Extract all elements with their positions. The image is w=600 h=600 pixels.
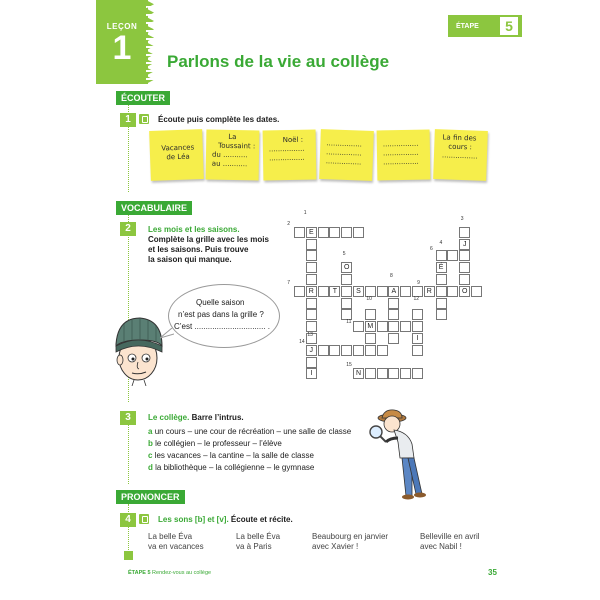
note-line: ................ <box>268 144 305 154</box>
crossword-number: 1 <box>303 210 307 217</box>
note-line: du ........... <box>211 150 248 160</box>
phrase: La belle Éva va en vacances <box>148 532 204 551</box>
audio-icon[interactable] <box>138 513 150 525</box>
sticky-note[interactable] <box>263 130 317 181</box>
crossword-cell[interactable] <box>471 286 482 297</box>
crossword-cell[interactable] <box>412 321 423 332</box>
guide-line <box>128 504 129 552</box>
bubble-line-1: Quelle saison <box>196 298 245 307</box>
note-line: ................ <box>268 153 305 163</box>
crossword-number: 15 <box>346 362 352 369</box>
crossword-cell[interactable] <box>341 298 352 309</box>
crossword-cell[interactable] <box>436 274 447 285</box>
crossword-cell[interactable] <box>306 321 317 332</box>
section-ecouter: ÉCOUTER <box>116 91 170 105</box>
crossword-cell[interactable] <box>306 250 317 261</box>
phrase: La belle Éva va à Paris <box>236 532 281 551</box>
note-line: de Léa <box>166 152 190 162</box>
crossword-cell[interactable] <box>341 274 352 285</box>
bubble-line-2: n’est pas dans la grille ? <box>178 310 264 319</box>
note-line: ................ <box>326 139 363 149</box>
crossword-cell[interactable]: O <box>459 286 470 297</box>
sticky-note <box>149 129 204 181</box>
phrase: Belleville en avril avec Nabil ! <box>420 532 480 551</box>
crossword-cell[interactable] <box>447 250 458 261</box>
lesson-number: 1 <box>112 29 132 67</box>
audio-icon[interactable] <box>138 113 150 125</box>
bubble-line-3: C’est ................................ . <box>174 322 271 331</box>
note-line: ................ <box>382 148 419 158</box>
crossword-cell[interactable] <box>365 333 376 344</box>
crossword-number: 14 <box>299 338 305 345</box>
crossword-cell[interactable] <box>459 274 470 285</box>
note-line: Toussaint : <box>218 141 256 151</box>
crossword-cell[interactable]: R <box>306 286 317 297</box>
crossword-cell[interactable] <box>353 321 364 332</box>
list-item[interactable]: a un cours – une cour de récréation – une salle de classe <box>148 427 352 436</box>
sticky-note[interactable] <box>319 129 374 181</box>
etape-badge <box>448 15 522 37</box>
guide-line <box>128 424 129 484</box>
crossword-cell[interactable] <box>377 321 388 332</box>
crossword-cell[interactable] <box>365 286 376 297</box>
crossword-cell[interactable]: J <box>306 345 317 356</box>
crossword-number: 10 <box>366 296 372 303</box>
crossword-cell[interactable] <box>388 333 399 344</box>
crossword-cell[interactable] <box>388 298 399 309</box>
crossword-cell[interactable] <box>341 227 352 238</box>
crossword-number: 11 <box>346 318 352 325</box>
crossword-cell[interactable] <box>377 368 388 379</box>
crossword-cell[interactable] <box>365 345 376 356</box>
exercise-4-title: Les sons [b] et [v]. <box>158 515 229 524</box>
crossword-cell[interactable] <box>365 368 376 379</box>
list-item[interactable]: c les vacances – la cantine – la salle de classe <box>148 451 314 460</box>
footer-square <box>124 551 133 560</box>
footer-subtitle: Rendez-vous au collège <box>152 570 212 576</box>
crossword-cell[interactable] <box>353 345 364 356</box>
list-item[interactable]: b le collégien – le professeur – l’élève <box>148 439 282 448</box>
crossword-cell[interactable]: N <box>353 368 364 379</box>
crossword-cell[interactable] <box>318 227 329 238</box>
sticky-note[interactable] <box>433 129 488 181</box>
sticky-note[interactable] <box>377 130 431 181</box>
crossword-cell[interactable] <box>341 286 352 297</box>
note-line: ................ <box>382 139 419 149</box>
footer-etape: ÉTAPE 5 <box>128 570 151 576</box>
crossword-number: 7 <box>287 279 291 286</box>
crossword-cell[interactable]: T <box>329 286 340 297</box>
exercise-4-number: 4 <box>120 513 136 527</box>
crossword-number: 8 <box>389 272 393 279</box>
note-line: Noël : <box>282 135 304 145</box>
sticky-note[interactable] <box>206 130 260 181</box>
crossword-number: 4 <box>439 239 443 246</box>
note-line: La <box>228 132 237 142</box>
crossword-cell[interactable] <box>412 345 423 356</box>
exercise-1-number: 1 <box>120 113 136 127</box>
exercise-1-instruction: Écoute puis complète les dates. <box>158 115 280 124</box>
crossword-cell[interactable]: A <box>388 286 399 297</box>
footer-label <box>128 570 211 576</box>
crossword-number: 13 <box>307 331 313 338</box>
crossword-cell[interactable] <box>447 286 458 297</box>
crossword-cell[interactable] <box>400 321 411 332</box>
crossword-cell[interactable]: I <box>412 333 423 344</box>
crossword-cell[interactable] <box>412 309 423 320</box>
crossword-cell[interactable] <box>436 298 447 309</box>
crossword-number: 9 <box>417 279 420 286</box>
crossword-cell[interactable]: É <box>436 262 447 273</box>
lesson-label: LEÇON <box>106 22 138 31</box>
exercise-4-instruction: Écoute et récite. <box>230 515 293 524</box>
exercise-2-instruction-1: Complète la grille avec les mois <box>148 235 269 244</box>
crossword-cell[interactable] <box>400 286 411 297</box>
crossword-cell[interactable] <box>306 262 317 273</box>
exercise-2-instruction-3: la saison qui manque. <box>148 255 232 264</box>
section-vocabulaire: VOCABULAIRE <box>116 201 192 215</box>
crossword-cell[interactable] <box>353 227 364 238</box>
crossword-cell[interactable] <box>306 274 317 285</box>
exercise-3-number: 3 <box>120 411 136 425</box>
crossword-cell[interactable] <box>306 357 317 368</box>
crossword-cell[interactable] <box>388 309 399 320</box>
crossword-number: 5 <box>342 251 346 258</box>
exercise-3-header <box>148 413 244 423</box>
crossword-cell[interactable] <box>341 345 352 356</box>
crossword-cell[interactable] <box>294 227 305 238</box>
note-line: ................ <box>325 157 362 167</box>
crossword-cell[interactable] <box>377 345 388 356</box>
crossword-cell[interactable] <box>306 239 317 250</box>
note-line: ................ <box>441 151 478 161</box>
crossword-number: 2 <box>287 220 291 227</box>
etape-label: ÉTAPE <box>456 23 479 30</box>
bubble-tail <box>160 328 174 340</box>
crossword-cell[interactable] <box>436 250 447 261</box>
crossword-cell[interactable]: M <box>365 321 376 332</box>
exercise-2-number: 2 <box>120 222 136 236</box>
note-line: ................ <box>383 157 419 167</box>
crossword-cell[interactable] <box>412 368 423 379</box>
crossword-cell[interactable] <box>318 345 329 356</box>
crossword-number: 12 <box>413 296 420 303</box>
crossword-cell[interactable] <box>400 368 411 379</box>
note-line: au ........... <box>211 159 248 169</box>
exercise-4-header <box>158 515 293 525</box>
exercise-2-title: Les mois et les saisons. <box>148 225 240 234</box>
crossword-cell[interactable] <box>388 321 399 332</box>
crossword-cell[interactable]: R <box>424 286 435 297</box>
crossword-cell[interactable] <box>459 250 470 261</box>
crossword-cell[interactable] <box>318 286 329 297</box>
note-line: La fin des <box>442 133 477 143</box>
crossword-cell[interactable]: S <box>353 286 364 297</box>
crossword-cell[interactable]: I <box>306 368 317 379</box>
crossword-cell[interactable]: J <box>459 239 470 250</box>
page-title: Parlons de la vie au collège <box>167 52 390 71</box>
crossword-cell[interactable] <box>329 345 340 356</box>
crossword-cell[interactable] <box>306 298 317 309</box>
note-line: Vacances <box>161 143 195 153</box>
note-line: cours : <box>448 142 473 152</box>
crossword-cell[interactable] <box>459 262 470 273</box>
lesson-tab <box>96 0 148 84</box>
crossword-cell[interactable] <box>436 286 447 297</box>
crossword-cell[interactable] <box>365 309 376 320</box>
page-number: 35 <box>488 568 497 577</box>
crossword-cell[interactable] <box>388 368 399 379</box>
exercise-2-instruction-2: et les saisons. Puis trouve <box>148 245 249 254</box>
crossword-cell[interactable] <box>306 309 317 320</box>
boy-illustration <box>108 312 170 386</box>
crossword-cell[interactable] <box>459 227 470 238</box>
list-item[interactable]: d la bibliothèque – la collégienne – le gymnase <box>148 463 315 472</box>
exercise-3-title: Le collège. <box>148 413 190 422</box>
etape-number: 5 <box>500 17 518 35</box>
detective-illustration <box>368 408 430 500</box>
crossword-number: 6 <box>430 245 433 252</box>
crossword-number: 3 <box>460 216 464 223</box>
crossword-cell[interactable] <box>294 286 305 297</box>
crossword-cell[interactable] <box>436 309 447 320</box>
section-prononcer: PRONONCER <box>116 490 185 504</box>
exercise-3-instruction: Barre l’intrus. <box>191 413 244 422</box>
note-line: ................ <box>325 148 362 158</box>
crossword-cell[interactable]: E <box>306 227 317 238</box>
crossword-cell[interactable] <box>377 286 388 297</box>
crossword-cell[interactable]: O <box>341 262 352 273</box>
crossword-cell[interactable] <box>329 227 340 238</box>
phrase: Beaubourg en janvier avec Xavier ! <box>312 532 389 551</box>
crossword-cell[interactable] <box>412 286 423 297</box>
